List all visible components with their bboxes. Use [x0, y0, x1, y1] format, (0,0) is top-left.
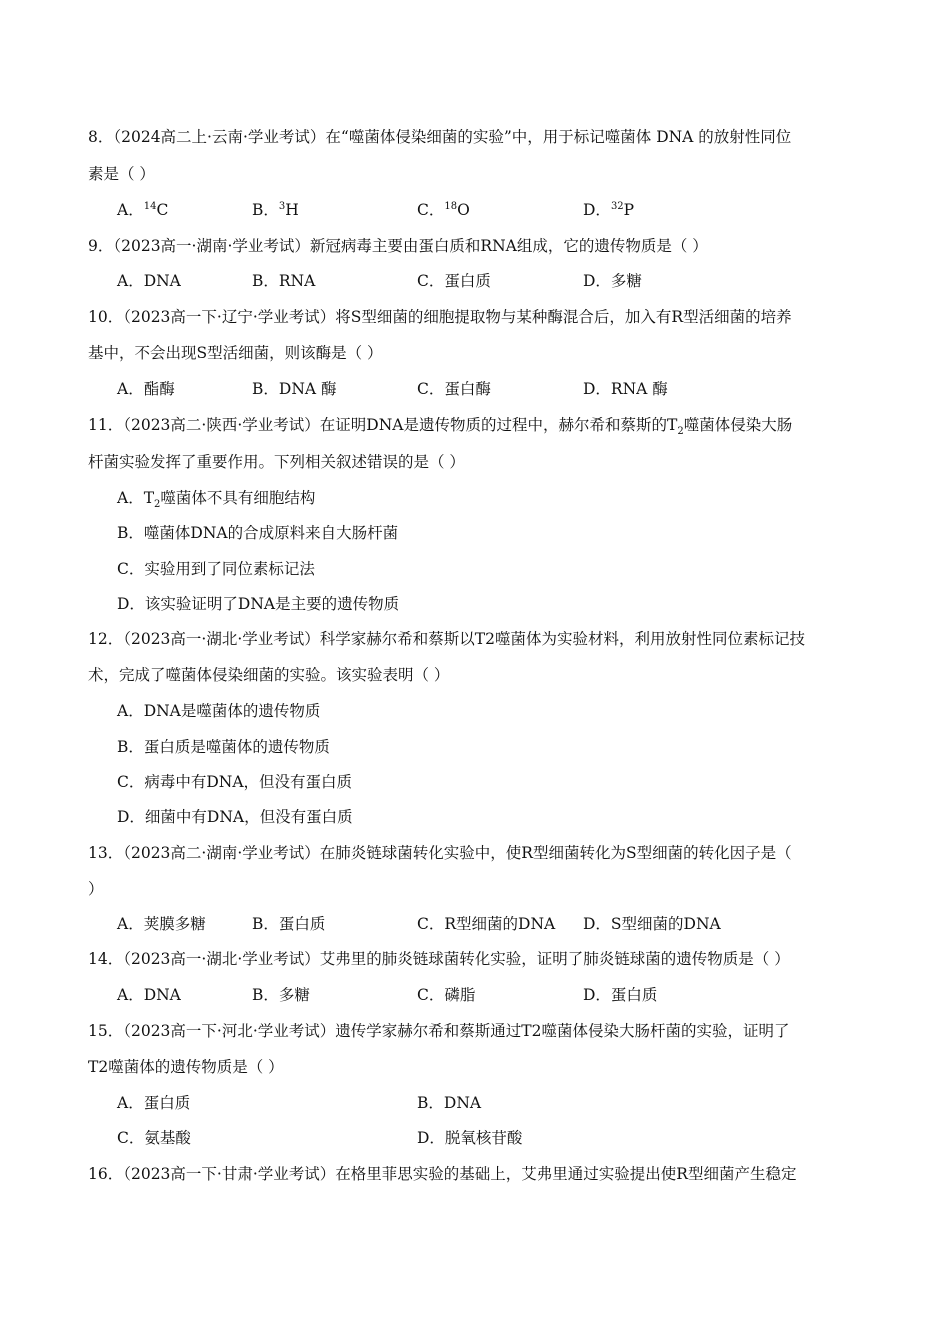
q14-option-c: C．磷脂 — [417, 986, 476, 1004]
q15-stem-line1: 15．（2023高一下·河北·学业考试）遗传学家赫尔希和蔡斯通过T2噬菌体侵染大肠杆菌的实验，证明了 — [88, 1022, 790, 1040]
q9-option-d: D．多糖 — [583, 272, 642, 290]
q16-stem-line1: 16．（2023高一下·甘肃·学业考试）在格里菲思实验的基础上，艾弗里通过实验提出使R型细菌产生稳定 — [88, 1165, 797, 1183]
q10-stem-line2: 基中，不会出现S型活细菌，则该酶是（ ） — [88, 344, 383, 362]
q10-option-a: A．酯酶 — [117, 380, 175, 398]
q13-stem-line1: 13．（2023高二·湖南·学业考试）在肺炎链球菌转化实验中，使R型细菌转化为S型细菌的转化因子是（ — [88, 844, 792, 862]
q13-option-c: C．R型细菌的DNA — [417, 915, 556, 933]
q9-option-a: A．DNA — [117, 272, 181, 290]
q14-option-b: B．多糖 — [252, 986, 310, 1004]
q10-options — [117, 378, 877, 400]
q14-option-d: D．蛋白质 — [583, 986, 658, 1004]
q12-option-c: C．病毒中有DNA，但没有蛋白质 — [117, 773, 353, 791]
q8-option-c: C．$^{18}$O — [417, 200, 470, 219]
q9-option-b: B．RNA — [252, 272, 316, 290]
q13-stem-line2: ） — [88, 880, 104, 898]
q10-option-c: C．蛋白酶 — [417, 380, 491, 398]
q11-option-d: D．该实验证明了DNA是主要的遗传物质 — [117, 595, 400, 613]
q14-option-a: A．DNA — [117, 986, 181, 1004]
q9-stem-line1: 9．（2023高一·湖南·学业考试）新冠病毒主要由蛋白质和RNA组成，它的遗传物质是（ ） — [88, 237, 708, 255]
q8-option-a: A．$^{14}$C — [117, 200, 169, 219]
q14-options — [117, 984, 877, 1006]
q13-options — [117, 913, 877, 935]
q15-option-a: A．蛋白质 — [117, 1094, 191, 1112]
q9-options — [117, 270, 877, 292]
q8-stem-line2: 素是（ ） — [88, 165, 155, 183]
q8-stem-line1: 8．（2024高二上·云南·学业考试）在“噬菌体侵染细菌的实验”中，用于标记噬菌体 DNA 的放射性同位 — [88, 128, 792, 146]
q13-option-d: D．S型细菌的DNA — [583, 915, 721, 933]
q12-option-a: A．DNA是噬菌体的遗传物质 — [117, 702, 321, 720]
q14-stem-line1: 14．（2023高一·湖北·学业考试）艾弗里的肺炎链球菌转化实验，证明了肺炎链球菌的遗传物质是（ ） — [88, 950, 790, 968]
q12-option-d: D．细菌中有DNA，但没有蛋白质 — [117, 808, 353, 826]
q10-stem-line1: 10．（2023高一下·辽宁·学业考试）将S型细菌的细胞提取物与某种酶混合后，加入有R型活细菌的培养 — [88, 308, 792, 326]
q8-option-d: D．$^{32}$P — [583, 200, 635, 219]
q13-option-b: B．蛋白质 — [252, 915, 326, 933]
q12-option-b: B．蛋白质是噬菌体的遗传物质 — [117, 738, 330, 756]
q11-option-a: A．$T_2$噬菌体不具有细胞结构 — [117, 489, 316, 511]
q15-option-b: B．DNA — [417, 1094, 482, 1112]
q11-stem-line2: 杆菌实验发挥了重要作用。下列相关叙述错误的是（ ） — [88, 453, 465, 471]
q8-options — [117, 199, 877, 221]
q9-option-c: C．蛋白质 — [417, 272, 491, 290]
q15-option-d: D．脱氧核苷酸 — [417, 1129, 523, 1147]
q10-option-d: D．RNA 酶 — [583, 380, 668, 398]
q11-stem-line1: 11．（2023高二·陕西·学业考试）在证明DNA是遗传物质的过程中，赫尔希和蔡斯的$T_2$噬菌体侵染大肠 — [88, 416, 793, 438]
q8-option-b: B．$^3$H — [252, 200, 299, 219]
q12-stem-line1: 12．（2023高一·湖北·学业考试）科学家赫尔希和蔡斯以T2噬菌体为实验材料，利用放射性同位素标记技 — [88, 630, 805, 648]
q13-option-a: A．荚膜多糖 — [117, 915, 206, 933]
q15-options-row1 — [117, 1092, 877, 1114]
q11-option-b: B．噬菌体DNA的合成原料来自大肠杆菌 — [117, 524, 399, 542]
q15-option-c: C．氨基酸 — [117, 1129, 191, 1147]
q15-stem-line2: T2噬菌体的遗传物质是（ ） — [88, 1058, 284, 1076]
q15-options-row2 — [117, 1127, 877, 1149]
q10-option-b: B．DNA 酶 — [252, 380, 337, 398]
q11-option-c: C．实验用到了同位素标记法 — [117, 560, 315, 578]
q12-stem-line2: 术，完成了噬菌体侵染细菌的实验。该实验表明（ ） — [88, 666, 450, 684]
